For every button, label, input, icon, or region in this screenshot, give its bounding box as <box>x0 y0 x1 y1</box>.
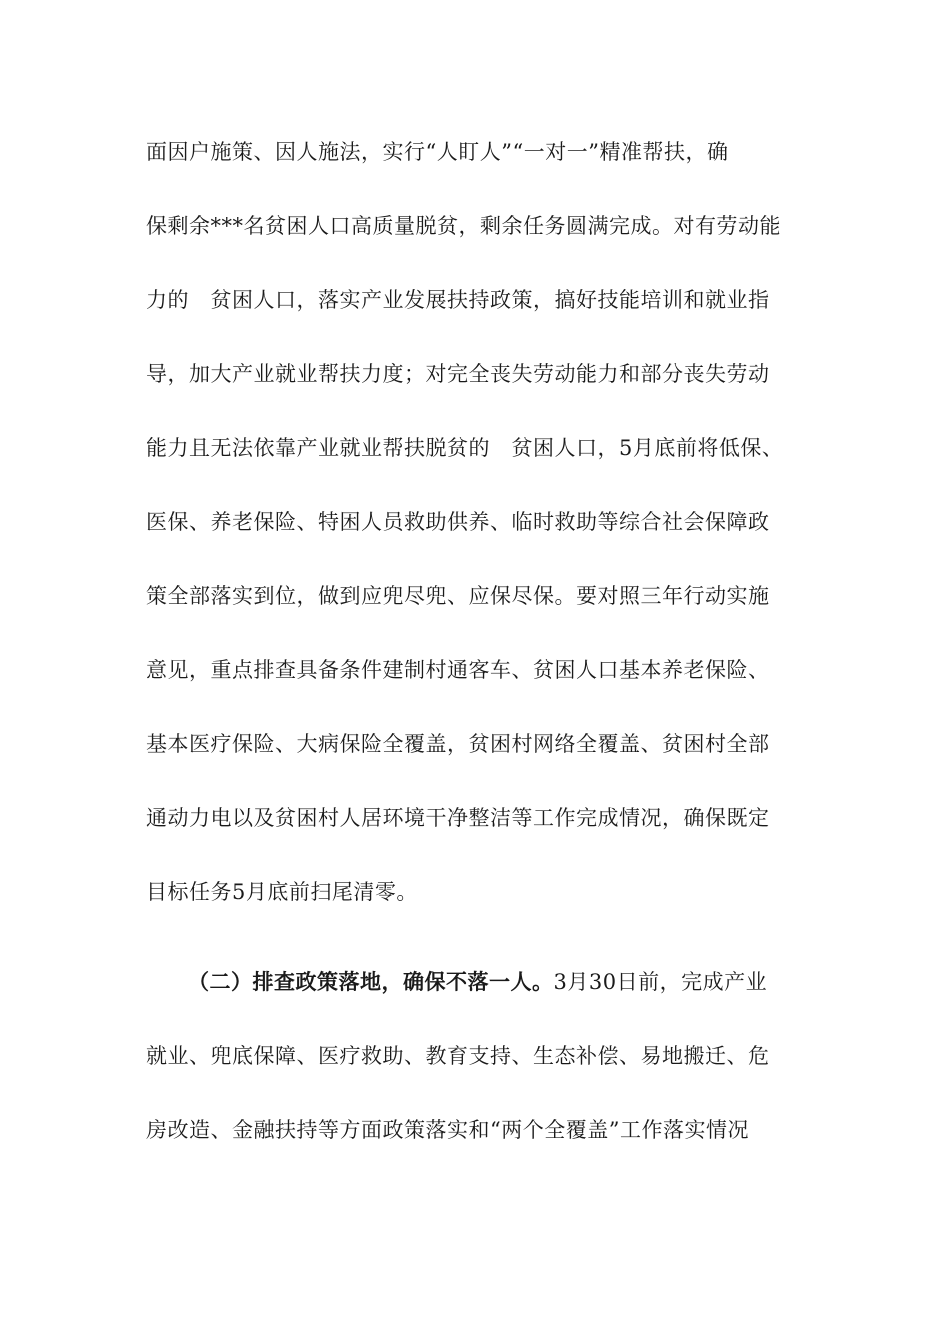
section-heading: （二）排查政策落地，确保不落一人。 <box>188 970 554 994</box>
paragraph-line: 通动力电以及贫困村人居环境干净整洁等工作完成情况，确保既定 <box>146 806 770 830</box>
paragraph-line: 医保、养老保险、特困人员救助供养、临时救助等综合社会保障政 <box>146 510 770 534</box>
paragraph-line: 意见，重点排查具备条件建制村通客车、贫困人口基本养老保险、 <box>146 658 770 682</box>
paragraph-line: 就业、兜底保障、医疗救助、教育支持、生态补偿、易地搬迁、危 <box>146 1044 770 1068</box>
section-first-line-text: 3月30日前，完成产业 <box>553 970 768 994</box>
paragraph-line: 策全部落实到位，做到应兜尽兜、应保尽保。要对照三年行动实施 <box>146 584 770 608</box>
paragraph-line: 导，加大产业就业帮扶力度；对完全丧失劳动能力和部分丧失劳动 <box>146 362 770 386</box>
paragraph-line: 保剩余***名贫困人口高质量脱贫，剩余任务圆满完成。对有劳动能 <box>146 214 781 238</box>
paragraph-line: 目标任务5月底前扫尾清零。 <box>146 880 418 904</box>
paragraph-line: 能力且无法依靠产业就业帮扶脱贫的 贫困人口，5月底前将低保、 <box>146 436 784 460</box>
paragraph-line: 基本医疗保险、大病保险全覆盖，贫困村网络全覆盖、贫困村全部 <box>146 732 770 756</box>
paragraph-line: 面因户施策、因人施法，实行“人盯人”“一对一”精准帮扶，确 <box>146 140 729 164</box>
paragraph-line: 房改造、金融扶持等方面政策落实和“两个全覆盖”工作落实情况 <box>146 1118 749 1142</box>
paragraph-line: 力的 贫困人口，落实产业发展扶持政策，搞好技能培训和就业指 <box>146 288 770 312</box>
section-first-line <box>188 967 767 997</box>
